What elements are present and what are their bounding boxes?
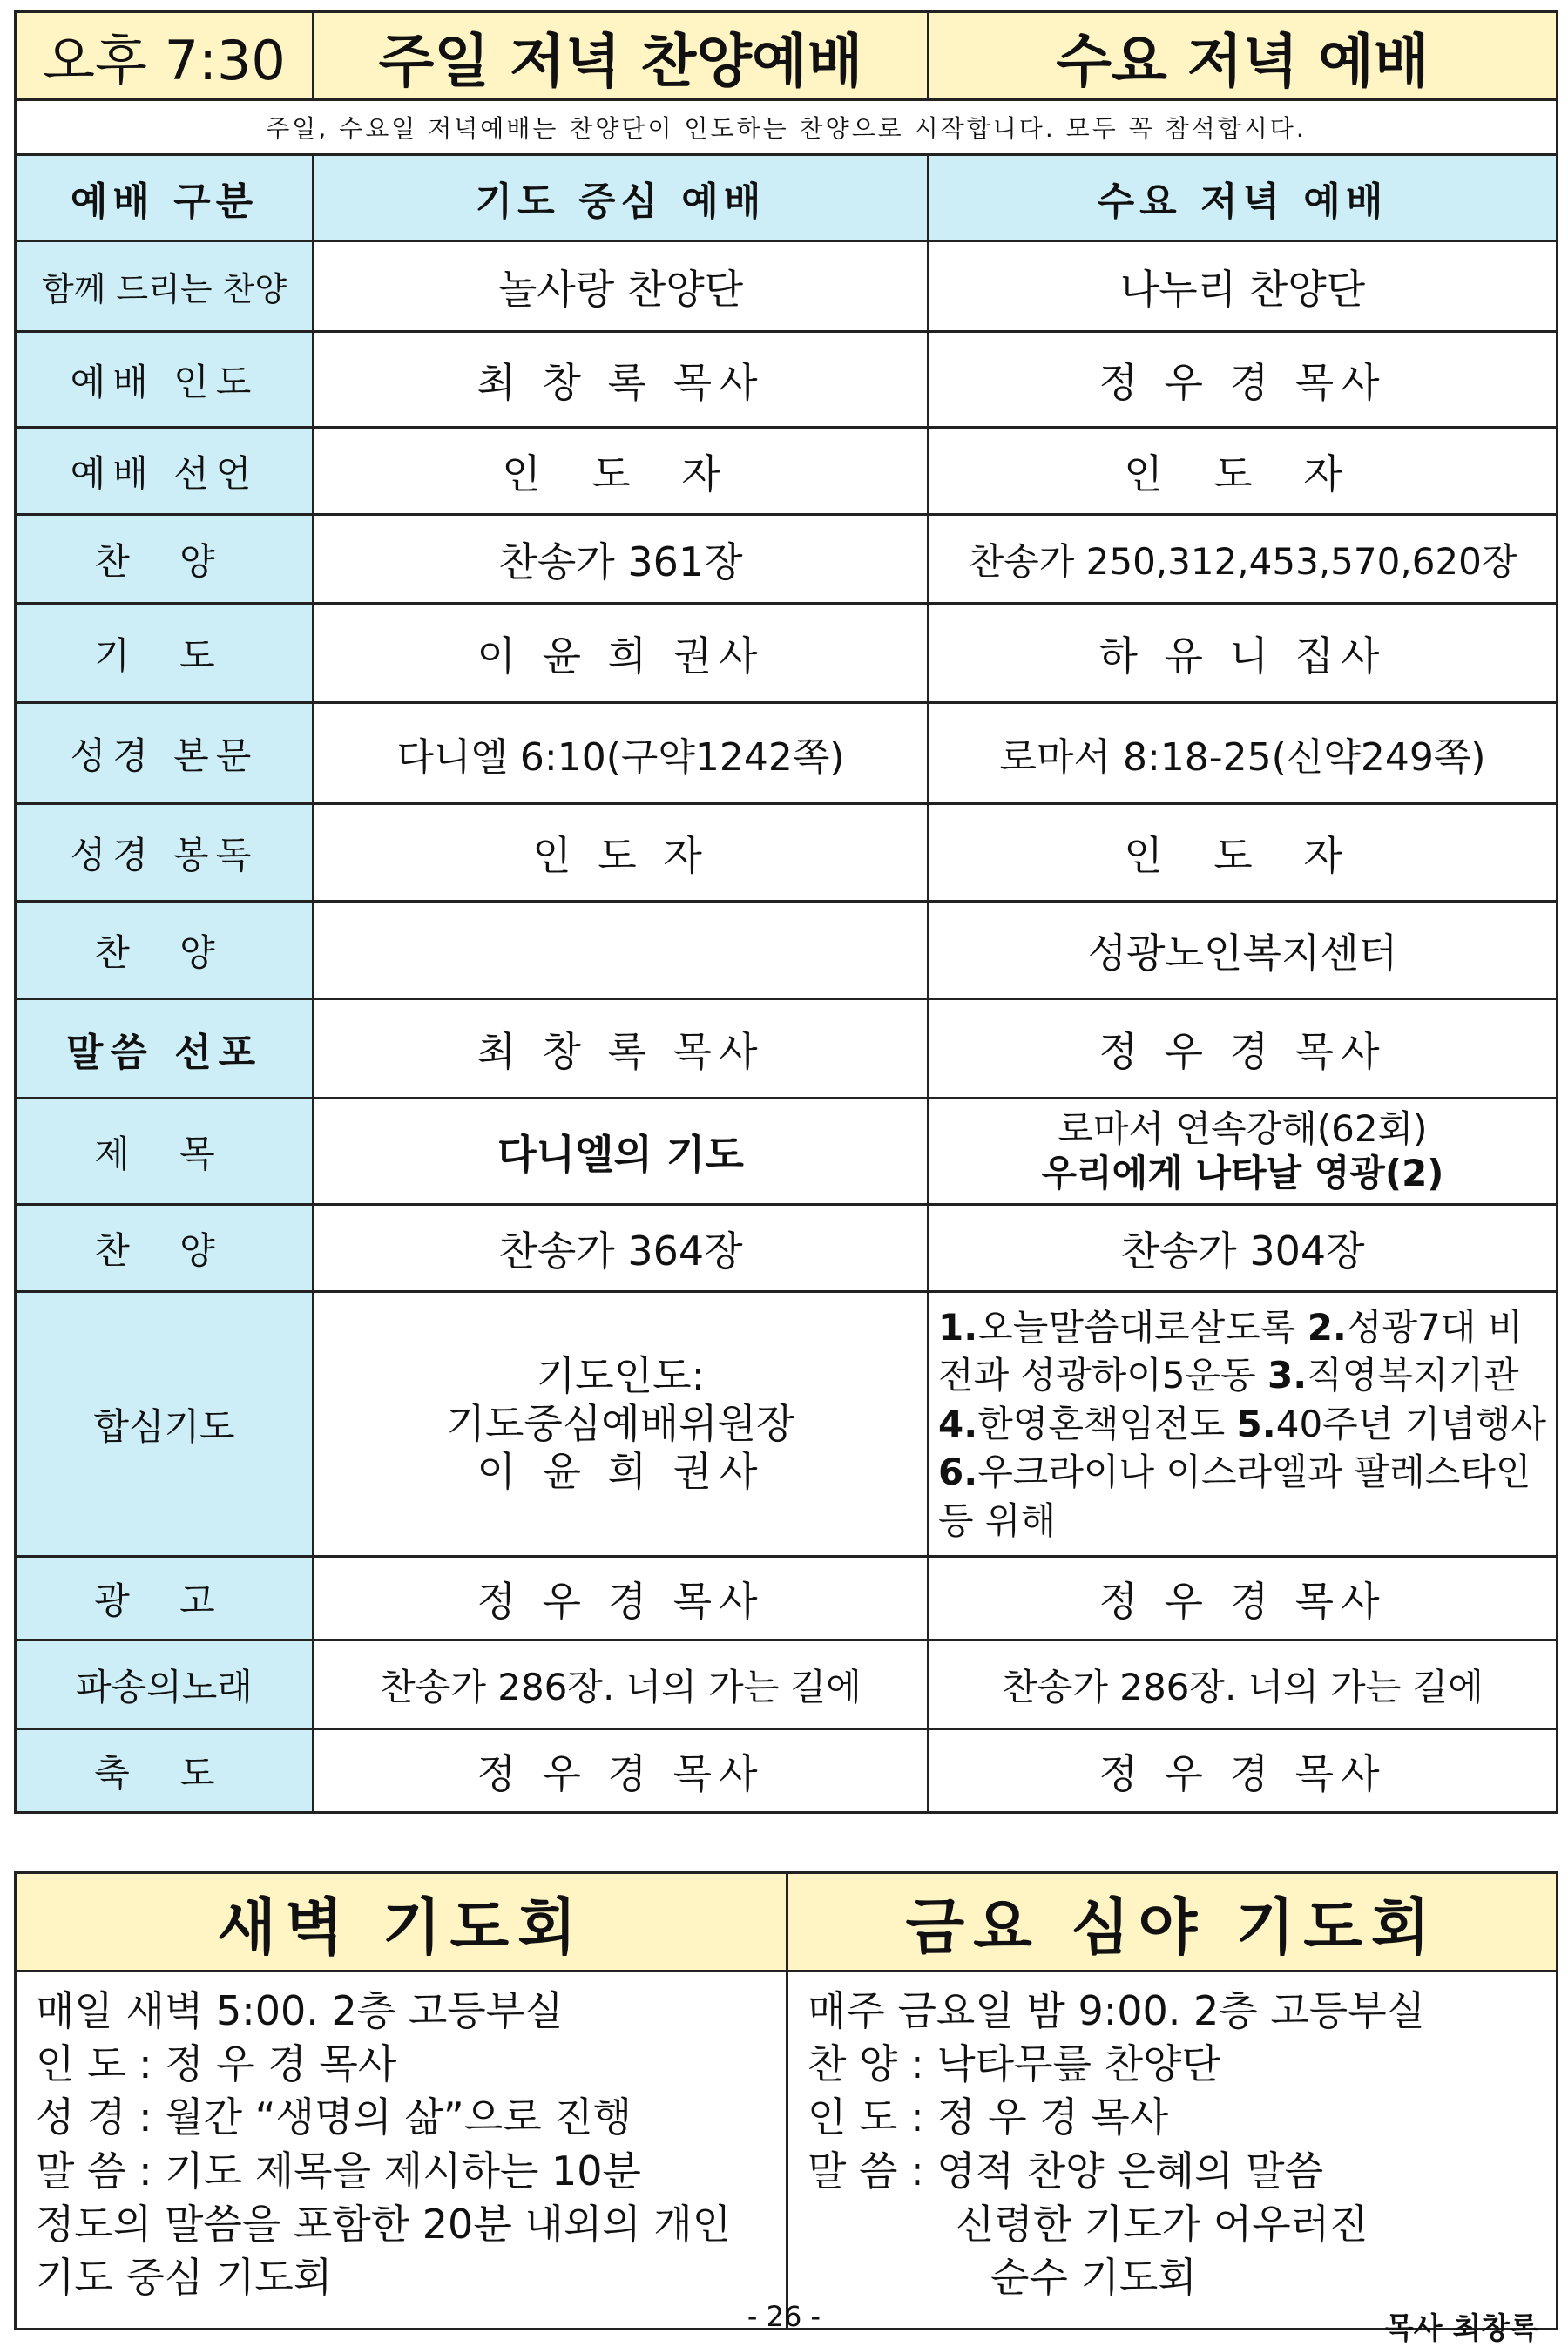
row-label: 제 목 [16, 1099, 314, 1205]
wednesday-cell: 정 우 경 목사 [929, 1557, 1558, 1640]
notice-row [16, 100, 1558, 155]
friday-prayer-line: 순수 기도회 [990, 2253, 1197, 2301]
table-row [16, 604, 1558, 703]
dawn-prayer-line: 인 도 : 정 우 경 목사 [36, 2040, 397, 2088]
wednesday-cell: 하 유 니 집사 [929, 604, 1558, 703]
list-item: 2.성광7대 비전과 성광하이5운동 [938, 1305, 1524, 1397]
prayer-meetings-header [16, 1873, 1558, 1972]
row-label: 성경 봉독 [16, 804, 314, 902]
table-row [16, 1205, 1558, 1292]
sunday-cell [314, 902, 929, 999]
sunday-cell: 찬송가 286장. 너의 가는 길에 [314, 1640, 929, 1729]
row-label: 예배 선언 [16, 428, 314, 515]
row-label: 광 고 [16, 1557, 314, 1640]
sunday-cell: 찬송가 361장 [314, 515, 929, 604]
friday-prayer-line: 말 씀 : 영적 찬양 은혜의 말씀 [808, 2147, 1324, 2195]
sunday-cell: 이 윤 희 권사 [314, 604, 929, 703]
table-row [16, 1729, 1558, 1813]
dawn-prayer-line: 말 씀 : 기도 제목을 제시하는 10분 [36, 2147, 641, 2195]
list-item: 3.직영복지기관 [1267, 1354, 1519, 1397]
sunday-cell: 최 창 록 목사 [314, 332, 929, 428]
list-item: 6.우크라이나 이스라엘과 팔레스타인 등 위해 [938, 1451, 1531, 1542]
service-time: 오후 7:30 [16, 12, 314, 100]
dawn-prayer-details [16, 1972, 787, 2330]
table-row [16, 428, 1558, 515]
row-label: 예배 인도 [16, 332, 314, 428]
friday-prayer-title: 금요 심야 기도회 [787, 1873, 1558, 1972]
table-row [16, 902, 1558, 999]
column-header-sunday: 기도 중심 예배 [314, 155, 929, 241]
prayer-row [16, 1292, 1558, 1557]
list-item: 5.40주년 기념행사 [1236, 1402, 1546, 1445]
wednesday-service-title: 수요 저녁 예배 [929, 12, 1558, 100]
prayer-meetings-body [16, 1972, 1558, 2330]
wednesday-cell: 나누리 찬양단 [929, 241, 1558, 332]
friday-prayer-line: 신령한 기도가 어우러진 [956, 2200, 1369, 2248]
prayer-leader-role: 기도중심예배위원장 [446, 1399, 795, 1447]
page-number: - 26 - [747, 2300, 821, 2333]
row-label: 파송의노래 [16, 1640, 314, 1729]
wednesday-prayer-topics [929, 1292, 1558, 1557]
row-label: 합심기도 [16, 1292, 314, 1557]
wednesday-sermon-series: 로마서 연속강해(62회) [1058, 1107, 1428, 1151]
table-row [16, 1557, 1558, 1640]
row-label: 함께 드리는 찬양 [16, 241, 314, 332]
row-label: 성경 본문 [16, 703, 314, 804]
wednesday-cell: 인 도 자 [929, 804, 1558, 902]
dawn-prayer-line: 성 경 : 월간 “생명의 삶”으로 진행 [36, 2093, 632, 2141]
table-row [16, 1640, 1558, 1729]
table-row [16, 332, 1558, 428]
service-order-table [14, 10, 1558, 1814]
sunday-sermon-title: 다니엘의 기도 [314, 1099, 929, 1205]
sunday-cell: 다니엘 6:10(구약1242쪽) [314, 703, 929, 804]
wednesday-sermon-title [929, 1099, 1558, 1205]
dawn-prayer-line: 매일 새벽 5:00. 2층 고등부실 [36, 1987, 564, 2034]
sunday-service-title: 주일 저녁 찬양예배 [314, 12, 929, 100]
header-row [16, 12, 1558, 100]
friday-prayer-line: 인 도 : 정 우 경 목사 [808, 2093, 1169, 2141]
table-row [16, 999, 1558, 1099]
sunday-cell: 찬송가 364장 [314, 1205, 929, 1292]
column-header-row [16, 155, 1558, 241]
dawn-prayer-title: 새벽 기도회 [16, 1873, 787, 1972]
friday-prayer-line: 찬 양 : 낙타무릎 찬양단 [808, 2040, 1220, 2088]
list-item: 1.오늘말씀대로살도록 [938, 1305, 1308, 1349]
table-row [16, 804, 1558, 902]
row-label: 찬 양 [16, 1205, 314, 1292]
prayer-meetings-table [14, 1871, 1558, 2330]
sunday-cell: 인 도 자 [314, 428, 929, 515]
wednesday-cell: 찬송가 304장 [929, 1205, 1558, 1292]
list-item: 4.한영혼책임전도 [938, 1402, 1237, 1445]
column-header-wednesday: 수요 저녁 예배 [929, 155, 1558, 241]
sunday-cell: 최 창 록 목사 [314, 999, 929, 1099]
wednesday-cell: 찬송가 286장. 너의 가는 길에 [929, 1640, 1558, 1729]
wednesday-sermon-subtitle: 우리에게 나타날 영광(2) [1041, 1151, 1444, 1194]
dawn-prayer-line: 정도의 말씀을 포함한 20분 내외의 개인 [36, 2200, 732, 2248]
prayer-topic-list [929, 1296, 1556, 1552]
wednesday-cell: 정 우 경 목사 [929, 1729, 1558, 1813]
column-header-label: 예배 구분 [16, 155, 314, 241]
sunday-prayer-leader [314, 1292, 929, 1557]
sermon-title-row [16, 1099, 1558, 1205]
row-label: 찬 양 [16, 515, 314, 604]
author-credit: 목사 최창록 [1384, 2311, 1538, 2346]
row-label: 찬 양 [16, 902, 314, 999]
wednesday-cell: 인 도 자 [929, 428, 1558, 515]
table-row [16, 241, 1558, 332]
sunday-cell: 놀사랑 찬양단 [314, 241, 929, 332]
wednesday-cell: 정 우 경 목사 [929, 999, 1558, 1099]
prayer-leader-name: 이 윤 희 권사 [476, 1448, 765, 1496]
row-label: 축 도 [16, 1729, 314, 1813]
table-row [16, 703, 1558, 804]
table-row [16, 515, 1558, 604]
sunday-cell: 정 우 경 목사 [314, 1557, 929, 1640]
row-label: 말씀 선포 [16, 999, 314, 1099]
sunday-cell: 정 우 경 목사 [314, 1729, 929, 1813]
wednesday-cell: 찬송가 250,312,453,570,620장 [929, 515, 1558, 604]
wednesday-cell: 정 우 경 목사 [929, 332, 1558, 428]
friday-prayer-line: 매주 금요일 밤 9:00. 2층 고등부실 [808, 1987, 1426, 2034]
row-label: 기 도 [16, 604, 314, 703]
wednesday-cell: 로마서 8:18-25(신약249쪽) [929, 703, 1558, 804]
notice-text: 주일, 수요일 저녁예배는 찬양단이 인도하는 찬양으로 시작합니다. 모두 꼭 참석합시다. [16, 100, 1558, 155]
wednesday-cell: 성광노인복지센터 [929, 902, 1558, 999]
friday-prayer-details [787, 1972, 1558, 2330]
dawn-prayer-line: 기도 중심 기도회 [36, 2253, 333, 2301]
sunday-cell: 인 도 자 [314, 804, 929, 902]
prayer-leader-caption: 기도인도: [536, 1351, 706, 1399]
